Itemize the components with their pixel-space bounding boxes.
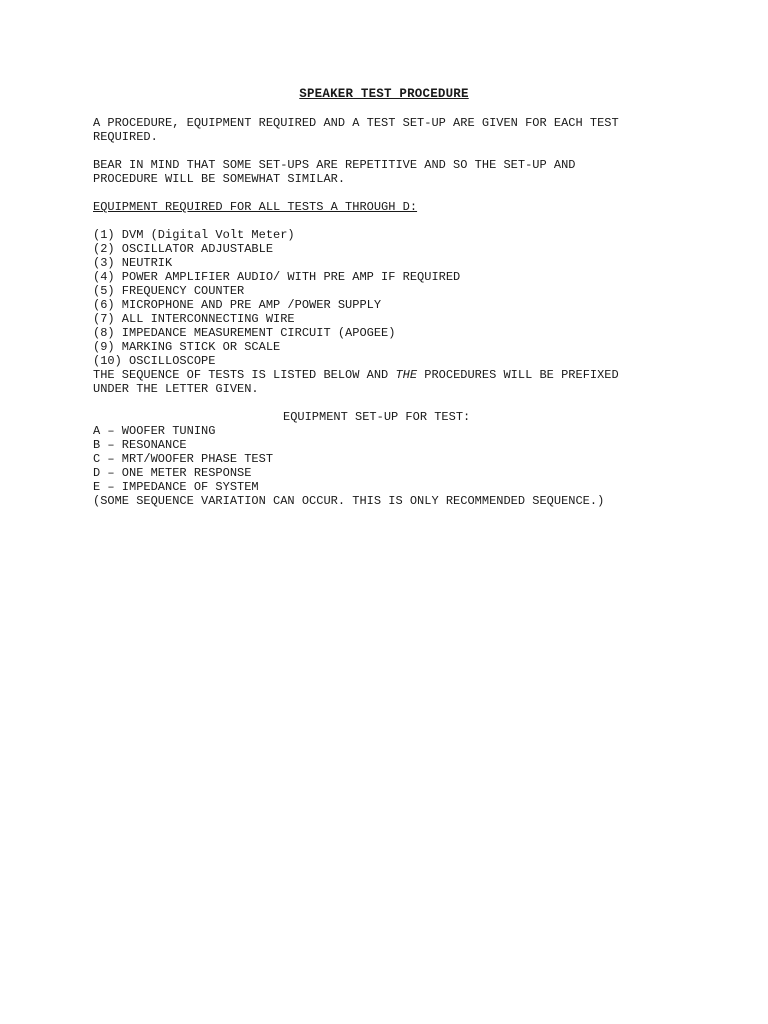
- test-item: D – ONE METER RESPONSE: [93, 466, 252, 480]
- sequence-line-1-end: PROCEDURES WILL BE PREFIXED: [417, 368, 619, 382]
- equipment-item: (8) IMPEDANCE MEASUREMENT CIRCUIT (APOGEE): [93, 326, 396, 340]
- intro-paragraph-1-line-2: REQUIRED.: [93, 130, 158, 144]
- closing-note: (SOME SEQUENCE VARIATION CAN OCCUR. THIS IS ONLY RECOMMENDED SEQUENCE.): [93, 494, 605, 508]
- sequence-line-1-italic: THE: [395, 368, 418, 382]
- equipment-item: (1) DVM (Digital Volt Meter): [93, 228, 295, 242]
- equipment-item: (7) ALL INTERCONNECTING WIRE: [93, 312, 295, 326]
- document-title: SPEAKER TEST PROCEDURE: [299, 87, 469, 101]
- setup-heading: EQUIPMENT SET-UP FOR TEST:: [283, 410, 471, 424]
- document-body: [93, 87, 673, 508]
- equipment-item: (3) NEUTRIK: [93, 256, 173, 270]
- equipment-list: [93, 228, 673, 368]
- intro-paragraph-2: [93, 158, 673, 186]
- sequence-line-1: [93, 368, 673, 382]
- equipment-item: (2) OSCILLATOR ADJUSTABLE: [93, 242, 274, 256]
- sequence-line-1-start: THE SEQUENCE OF TESTS IS LISTED BELOW AND: [93, 368, 396, 382]
- test-item: C – MRT/WOOFER PHASE TEST: [93, 452, 274, 466]
- intro-paragraph-2-line-2: PROCEDURE WILL BE SOMEWHAT SIMILAR.: [93, 172, 346, 186]
- test-list: [93, 424, 673, 494]
- sequence-line-2: UNDER THE LETTER GIVEN.: [93, 382, 259, 396]
- intro-paragraph-1-line-1: A PROCEDURE, EQUIPMENT REQUIRED AND A TEST SET-UP ARE GIVEN FOR EACH TEST: [93, 116, 619, 130]
- test-item: E – IMPEDANCE OF SYSTEM: [93, 480, 259, 494]
- equipment-heading: EQUIPMENT REQUIRED FOR ALL TESTS A THROUGH D:: [93, 200, 418, 214]
- sequence-paragraph: [93, 368, 673, 396]
- test-item: A – WOOFER TUNING: [93, 424, 216, 438]
- equipment-item: (10) OSCILLOSCOPE: [93, 354, 216, 368]
- intro-paragraph-2-line-1: BEAR IN MIND THAT SOME SET-UPS ARE REPETITIVE AND SO THE SET-UP AND: [93, 158, 576, 172]
- test-item: B – RESONANCE: [93, 438, 187, 452]
- equipment-item: (5) FREQUENCY COUNTER: [93, 284, 245, 298]
- equipment-item: (9) MARKING STICK OR SCALE: [93, 340, 281, 354]
- equipment-item: (6) MICROPHONE AND PRE AMP /POWER SUPPLY: [93, 298, 382, 312]
- equipment-item: (4) POWER AMPLIFIER AUDIO/ WITH PRE AMP IF REQUIRED: [93, 270, 461, 284]
- intro-paragraph-1: [93, 116, 673, 144]
